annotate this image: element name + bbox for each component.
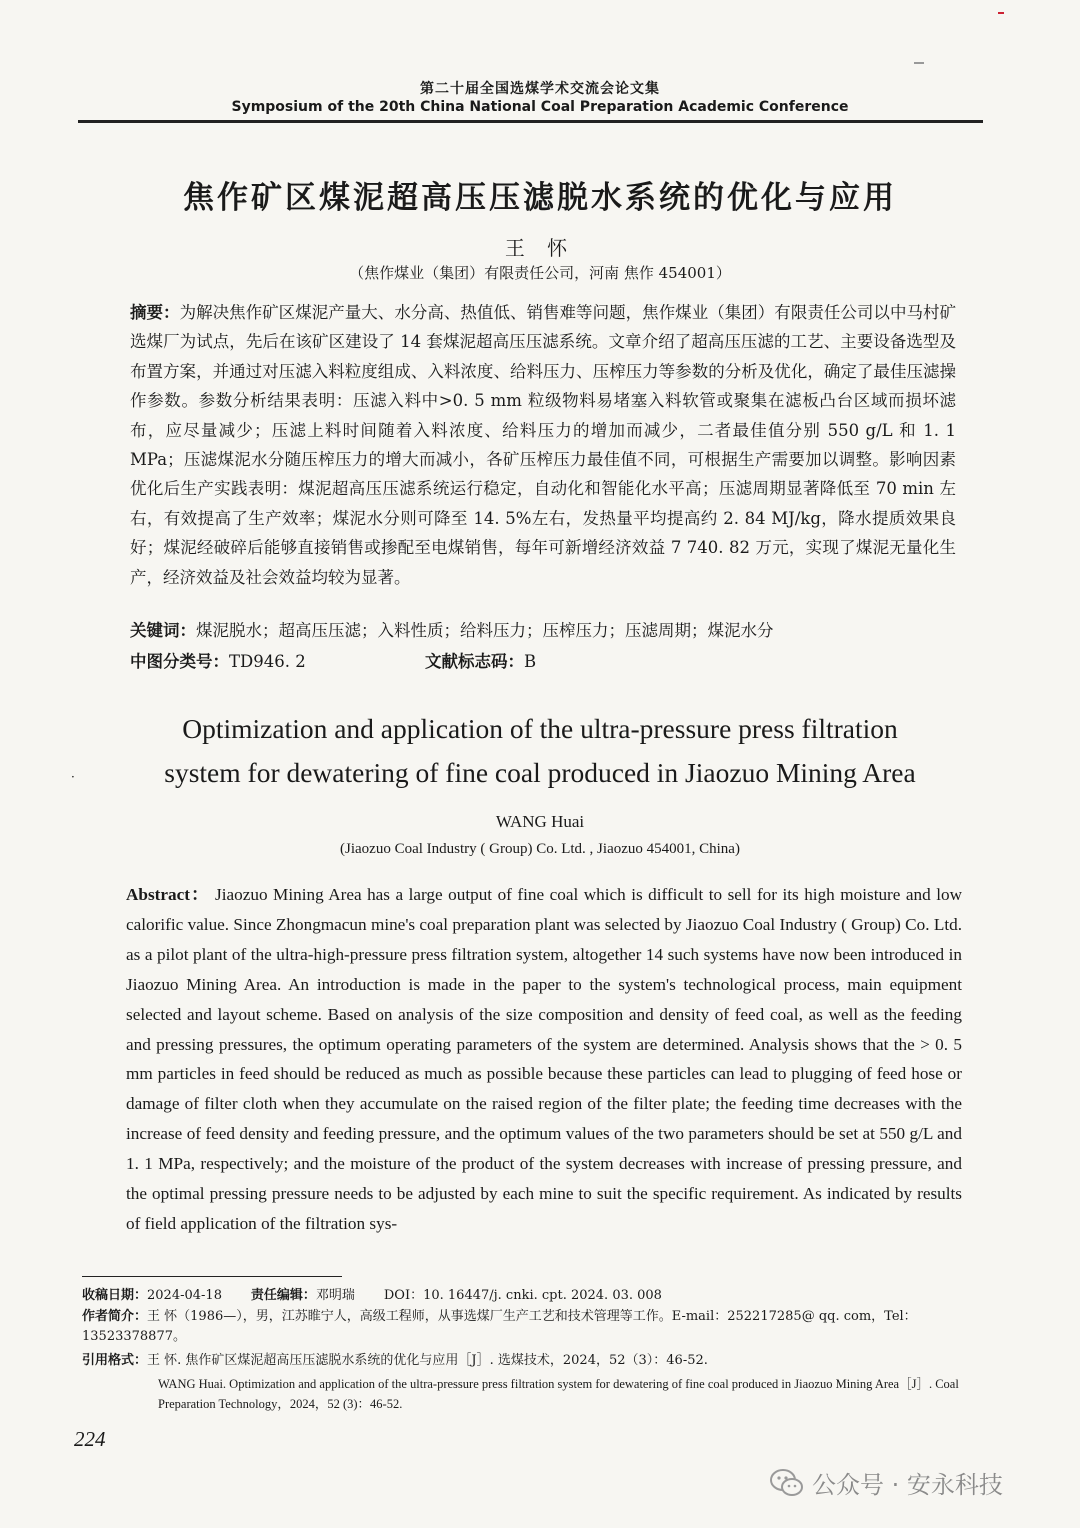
classification-value: TD946. 2 [229,652,306,671]
affiliation-en: (Jiaozuo Coal Industry ( Group) Co. Ltd. , Jiaozuo 454001, China) [340,841,740,857]
footnote-citation [82,1351,1002,1371]
keywords-cn-text: 煤泥脱水；超高压压滤；入料性质；给料压力；压榨压力；压滤周期；煤泥水分 [196,621,774,640]
paper-title-cn: 焦作矿区煤泥超高压压滤脱水系统的优化与应用 [183,180,897,216]
keywords-cn [130,617,956,641]
classification-label: 中图分类号： [130,652,229,671]
paper-title-en [0,707,1080,795]
citation-en: WANG Huai. Optimization and application of the ultra-pressure press filtration system for dewatering of fine coal produced in Jiaozuo Mining Area［J］. Coal Preparation Technology，2024，52 (3)：46-52. [158,1377,959,1411]
editor-name: 邓明瑞 [315,1288,355,1303]
classification-number [130,648,306,672]
watermark-text: 公众号 · 安永科技 [812,1471,1003,1499]
cite-cn: 王 怀. 焦作矿区煤泥超高压压滤脱水系统的优化与应用［J］. 选煤技术，2024，52（3）：46-52. [147,1353,708,1368]
journal-header-en: Symposium of the 20th China National Coal Preparation Academic Conference [231,99,849,115]
keywords-cn-label: 关键词： [130,621,196,640]
wechat-watermark [770,1465,1003,1500]
journal-header-cn: 第二十届全国选煤学术交流会论文集 [420,81,660,97]
doi: DOI：10. 16447/j. cnki. cpt. 2024. 03. 008 [383,1288,662,1303]
abstract-en-text: Jiaozuo Mining Area has a large output of fine coal which is difficult to sell for its high moisture and low calorific value. Since Zhongmacun mine's coal preparation plant was selected by Jiaozuo Coal Industry ( Group) Co. Ltd. as a pilot plant of the ultra-high-pressure press filtration system, altogether 14 such systems have now been introduced in Jiaozuo Mining Area. An introduction is made in the paper to the system's technological process, main equipment selected and layout scheme. Based on analysis of the size composition and density of feed coal, as well as the feeding and pressing pressures, the optimum operating parameters of the system are determined. Analysis shows that the > 0. 5 mm particles in feed should be reduced as much as possible because these particles can lead to plugging of feed hose or damage of filter cloth when they accumulate on the raised region of the filter plate; the feeding time decreases with the increase of feed density and feeding pressure, and the optimum values of the two parameters should be set at 550 g/L and 1. 1 MPa, respectively; and the moisture of the product of the system decreases with increase of pressing pressure, and the optimal pressing pressure needs to be adjusted by each mine to suit the specific requirement. As indicated by results of field application of the filtration sys- [126,885,962,1233]
scan-speck [914,62,924,64]
scan-speck [998,12,1004,14]
abstract-cn-label: 摘要： [130,303,180,322]
abstract-cn [130,298,956,592]
margin-dot: · [71,770,75,784]
bio-text: 王 怀（1986—），男，江苏睢宁人，高级工程师，从事选煤厂生产工艺和技术管理等工作。E-mail：252217285@ qq. com，Tel：13523378877。 [82,1309,917,1344]
editor-label: 责任编辑： [250,1288,316,1303]
wechat-icon [770,1468,804,1498]
footnote-rule [82,1276,342,1277]
cite-label: 引用格式： [82,1353,148,1368]
received-date: 2024-04-18 [147,1288,222,1303]
document-code [425,648,536,672]
bio-label: 作者简介： [82,1309,148,1324]
footnote-author-bio [82,1307,1002,1347]
author-cn: 王 怀 [504,236,576,260]
document-code-value: B [524,652,537,671]
page-number: 224 [74,1427,106,1451]
received-label: 收稿日期： [82,1288,148,1303]
paper-title-en-line: Optimization and application of the ultra-pressure press filtration [182,713,898,744]
footnote-received [82,1286,662,1306]
document-code-label: 文献标志码： [425,652,524,671]
abstract-en [126,880,962,1239]
abstract-en-label: Abstract： [126,885,210,904]
header-rule [78,120,983,123]
paper-title-en-line: system for dewatering of fine coal produced in Jiaozuo Mining Area [164,757,916,788]
abstract-cn-text: 为解决焦作矿区煤泥产量大、水分高、热值低、销售难等问题，焦作煤业（集团）有限责任公司以中马村矿选煤厂为试点，先后在该矿区建设了 14 套煤泥超高压压滤系统。文章介绍了超高压压滤的工艺、主要设备选型及布置方案，并通过对压滤入料粒度组成、入料浓度、给料压力、压榨压力等参数的分析及优化，确定了最佳压滤操作参数。参数分析结果表明：压滤入料中>0. 5 mm 粒级物料易堵塞入料软管或聚集在滤板凸台区域而损坏滤布，应尽量减少；压滤上料时间随着入料浓度、给料压力的增加而减少，二者最佳值分别 550 g/L 和 1. 1 MPa；压滤煤泥水分随压榨压力的增大而减小，各矿压榨压力最佳值不同，可根据生产需要加以调整。影响因素优化后生产实践表明：煤泥超高压压滤系统运行稳定，自动化和智能化水平高；压滤周期显著降低至 70 min 左右，有效提高了生产效率；煤泥水分则可降至 14. 5%左右，发热量平均提高约 2. 84 MJ/kg，降水提质效果良好；煤泥经破碎后能够直接销售或掺配至电煤销售，每年可新增经济效益 7 740. 82 万元，实现了煤泥无量化生产，经济效益及社会效益均较为显著。 [130,303,957,587]
author-en: WANG Huai [495,812,585,831]
affiliation-cn: （焦作煤业（集团）有限责任公司，河南 焦作 454001） [349,264,731,282]
